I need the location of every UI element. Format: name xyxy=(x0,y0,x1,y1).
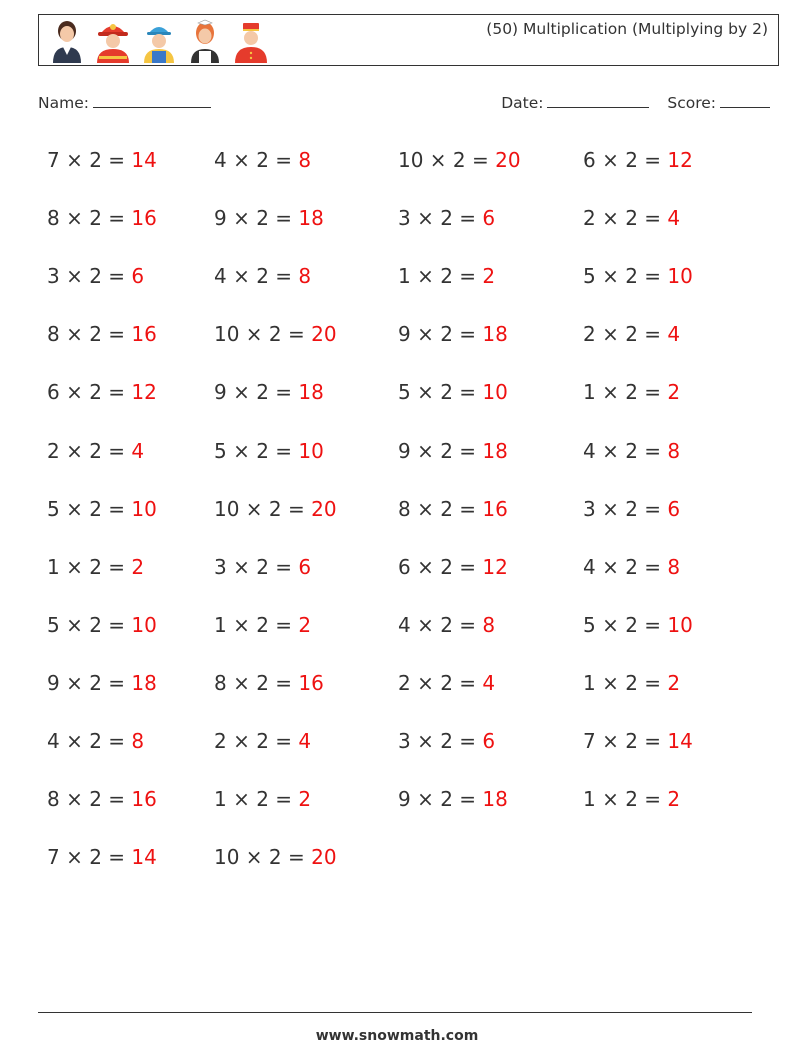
problem-item xyxy=(214,148,311,172)
footer-website: www.snowmath.com xyxy=(315,1028,479,1044)
problem-question: 3 × 2 = xyxy=(398,729,483,753)
problem-question: 10 × 2 = xyxy=(398,148,496,172)
problem-item xyxy=(214,380,324,404)
problem-question: 3 × 2 = xyxy=(214,555,299,579)
problem-question: 1 × 2 = xyxy=(398,264,483,288)
problem-question: 10 × 2 = xyxy=(214,845,312,869)
problem-answer: 12 xyxy=(131,380,157,404)
problem-answer: 2 xyxy=(482,264,496,288)
problem-question: 8 × 2 = xyxy=(47,787,132,811)
problem-question: 9 × 2 = xyxy=(398,322,483,346)
problem-question: 4 × 2 = xyxy=(583,555,668,579)
problem-answer: 2 xyxy=(298,787,312,811)
problem-answer: 6 xyxy=(482,206,496,230)
problem-item xyxy=(214,439,324,463)
problem-item xyxy=(398,555,508,579)
problem-answer: 18 xyxy=(298,380,324,404)
problem-answer: 4 xyxy=(667,322,681,346)
problem-question: 9 × 2 = xyxy=(398,439,483,463)
problem-answer: 16 xyxy=(131,787,157,811)
problem-answer: 12 xyxy=(482,555,508,579)
problem-answer: 16 xyxy=(482,497,508,521)
problem-item xyxy=(398,671,495,695)
problem-question: 5 × 2 = xyxy=(583,264,668,288)
problem-answer: 8 xyxy=(298,264,312,288)
problem-question: 2 × 2 = xyxy=(583,206,668,230)
problem-item xyxy=(214,787,311,811)
problem-question: 4 × 2 = xyxy=(47,729,132,753)
problem-question: 9 × 2 = xyxy=(47,671,132,695)
problem-question: 7 × 2 = xyxy=(47,148,132,172)
problem-item xyxy=(583,148,693,172)
problem-item xyxy=(583,497,680,521)
problem-answer: 14 xyxy=(667,729,693,753)
problem-question: 4 × 2 = xyxy=(583,439,668,463)
problem-question: 10 × 2 = xyxy=(214,322,312,346)
problem-item xyxy=(398,380,508,404)
problem-answer: 20 xyxy=(311,845,337,869)
problem-answer: 20 xyxy=(311,322,337,346)
problem-answer: 2 xyxy=(667,380,681,404)
problem-item xyxy=(583,787,680,811)
problem-answer: 14 xyxy=(131,148,157,172)
problem-question: 3 × 2 = xyxy=(47,264,132,288)
problem-item xyxy=(47,497,157,521)
problem-question: 8 × 2 = xyxy=(47,206,132,230)
problem-item xyxy=(583,555,680,579)
problem-question: 2 × 2 = xyxy=(398,671,483,695)
problem-answer: 8 xyxy=(667,555,681,579)
name-label: Name: xyxy=(38,94,89,112)
problem-item xyxy=(583,264,693,288)
problem-item xyxy=(47,439,144,463)
problem-question: 3 × 2 = xyxy=(398,206,483,230)
problem-answer: 20 xyxy=(495,148,521,172)
problem-answer: 18 xyxy=(482,787,508,811)
problem-item xyxy=(214,322,337,346)
problem-answer: 18 xyxy=(131,671,157,695)
problem-item xyxy=(398,206,495,230)
problem-item xyxy=(214,264,311,288)
problem-answer: 18 xyxy=(298,206,324,230)
problem-question: 3 × 2 = xyxy=(583,497,668,521)
problem-answer: 10 xyxy=(667,264,693,288)
date-label: Date: xyxy=(501,94,544,112)
problem-answer: 10 xyxy=(131,497,157,521)
problem-item xyxy=(583,380,680,404)
problem-question: 4 × 2 = xyxy=(398,613,483,637)
problem-question: 6 × 2 = xyxy=(47,380,132,404)
problem-answer: 6 xyxy=(667,497,681,521)
problem-answer: 10 xyxy=(131,613,157,637)
problem-question: 5 × 2 = xyxy=(583,613,668,637)
problem-answer: 4 xyxy=(298,729,312,753)
problem-item xyxy=(47,264,144,288)
problem-question: 2 × 2 = xyxy=(214,729,299,753)
problem-answer: 20 xyxy=(311,497,337,521)
problem-question: 8 × 2 = xyxy=(47,322,132,346)
problem-item xyxy=(398,729,495,753)
problem-item xyxy=(398,322,508,346)
problem-question: 1 × 2 = xyxy=(214,613,299,637)
problem-item xyxy=(398,787,508,811)
problem-item xyxy=(583,613,693,637)
problem-answer: 10 xyxy=(298,439,324,463)
problem-answer: 2 xyxy=(298,613,312,637)
problem-item xyxy=(398,264,495,288)
problem-answer: 2 xyxy=(667,671,681,695)
problem-item xyxy=(583,439,680,463)
problem-question: 1 × 2 = xyxy=(47,555,132,579)
problem-answer: 16 xyxy=(131,322,157,346)
problem-item xyxy=(583,206,680,230)
problem-question: 7 × 2 = xyxy=(583,729,668,753)
problem-item xyxy=(583,729,693,753)
problem-item xyxy=(214,845,337,869)
problem-answer: 4 xyxy=(482,671,496,695)
problem-item xyxy=(398,148,521,172)
problem-item xyxy=(47,380,157,404)
problem-question: 9 × 2 = xyxy=(398,787,483,811)
problem-question: 1 × 2 = xyxy=(583,671,668,695)
problem-item xyxy=(47,206,157,230)
problem-question: 5 × 2 = xyxy=(47,497,132,521)
problem-question: 1 × 2 = xyxy=(583,787,668,811)
problem-item xyxy=(214,206,324,230)
problem-answer: 8 xyxy=(298,148,312,172)
problem-answer: 2 xyxy=(667,787,681,811)
problem-answer: 10 xyxy=(667,613,693,637)
problem-question: 2 × 2 = xyxy=(583,322,668,346)
problem-answer: 14 xyxy=(131,845,157,869)
problem-item xyxy=(47,787,157,811)
problem-question: 1 × 2 = xyxy=(214,787,299,811)
problem-answer: 8 xyxy=(131,729,145,753)
problem-question: 9 × 2 = xyxy=(214,206,299,230)
problem-item xyxy=(214,497,337,521)
problem-item xyxy=(398,439,508,463)
footer-divider xyxy=(38,1012,752,1013)
problem-question: 4 × 2 = xyxy=(214,264,299,288)
problem-item xyxy=(47,613,157,637)
problem-question: 6 × 2 = xyxy=(398,555,483,579)
problem-question: 10 × 2 = xyxy=(214,497,312,521)
problem-item xyxy=(47,322,157,346)
problem-question: 9 × 2 = xyxy=(214,380,299,404)
problem-answer: 2 xyxy=(131,555,145,579)
problem-item xyxy=(214,671,324,695)
problem-item xyxy=(214,729,311,753)
problem-item xyxy=(583,322,680,346)
problem-answer: 4 xyxy=(667,206,681,230)
problem-item xyxy=(583,671,680,695)
problem-question: 1 × 2 = xyxy=(583,380,668,404)
problem-item xyxy=(47,555,144,579)
problem-answer: 8 xyxy=(667,439,681,463)
problem-question: 4 × 2 = xyxy=(214,148,299,172)
problem-question: 7 × 2 = xyxy=(47,845,132,869)
problem-item xyxy=(398,497,508,521)
problem-item xyxy=(214,613,311,637)
problem-answer: 6 xyxy=(131,264,145,288)
score-label: Score: xyxy=(667,94,716,112)
problem-question: 8 × 2 = xyxy=(214,671,299,695)
problem-question: 2 × 2 = xyxy=(47,439,132,463)
problem-answer: 4 xyxy=(131,439,145,463)
problem-item xyxy=(47,671,157,695)
problem-question: 6 × 2 = xyxy=(583,148,668,172)
problem-question: 8 × 2 = xyxy=(398,497,483,521)
problem-question: 5 × 2 = xyxy=(398,380,483,404)
problem-answer: 18 xyxy=(482,439,508,463)
problem-answer: 12 xyxy=(667,148,693,172)
problem-question: 5 × 2 = xyxy=(47,613,132,637)
problem-answer: 8 xyxy=(482,613,496,637)
problem-answer: 18 xyxy=(482,322,508,346)
worksheet-title: (50) Multiplication (Multiplying by 2) xyxy=(486,20,768,38)
problem-answer: 16 xyxy=(131,206,157,230)
problem-answer: 16 xyxy=(298,671,324,695)
problem-item xyxy=(214,555,311,579)
problem-answer: 10 xyxy=(482,380,508,404)
problem-item xyxy=(398,613,495,637)
problem-item xyxy=(47,845,157,869)
problem-item xyxy=(47,729,144,753)
problem-answer: 6 xyxy=(482,729,496,753)
problem-item xyxy=(47,148,157,172)
problem-answer: 6 xyxy=(298,555,312,579)
problem-question: 5 × 2 = xyxy=(214,439,299,463)
